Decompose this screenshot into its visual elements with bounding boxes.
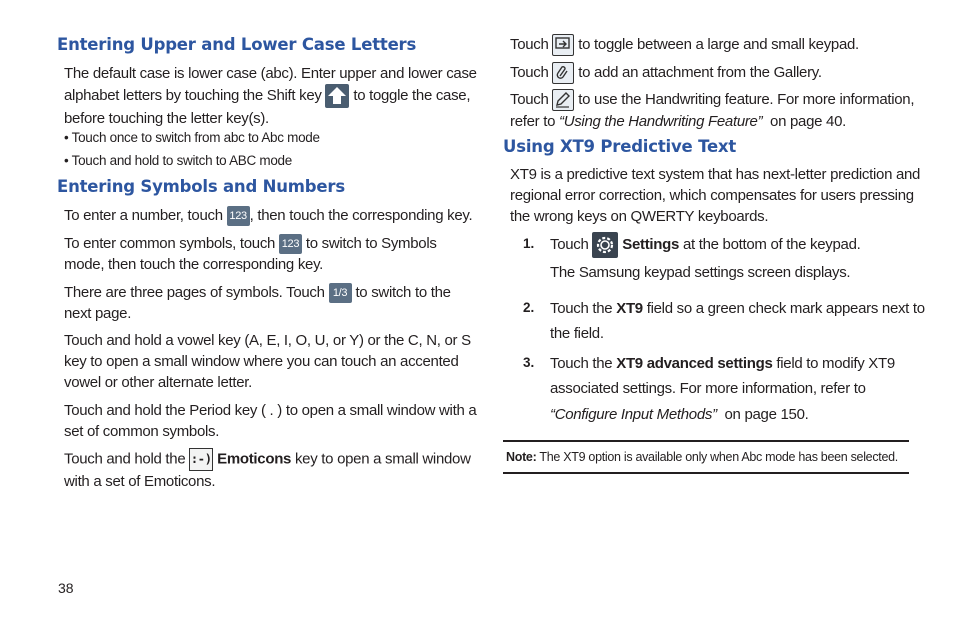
page-number: 38: [58, 580, 74, 596]
text-span: Touch the: [550, 355, 613, 372]
text-line: before touching the letter key(s).: [64, 110, 269, 127]
text-line: Touch and hold the Period key ( . ) to open a small window with a: [64, 402, 477, 419]
text-span: on page 150.: [724, 406, 809, 423]
text-span: To enter common symbols, touch: [64, 235, 276, 252]
text-span: Touch the: [550, 300, 613, 317]
handwriting-reference: “Using the Handwriting Feature”: [559, 113, 763, 131]
text-line: with a set of Emoticons.: [64, 473, 216, 490]
text-span: Touch: [510, 91, 549, 108]
paperclip-icon: [552, 62, 574, 84]
text-line: next page.: [64, 305, 132, 323]
text-span: , then touch the corresponding key.: [249, 207, 473, 224]
text-span: to switch to Symbols: [305, 235, 437, 252]
text-span: to switch to the: [355, 284, 451, 301]
text-line: the field.: [550, 325, 604, 342]
text-span: Touch and hold the: [64, 450, 186, 468]
shift-key-icon: [325, 84, 349, 108]
paragraph-xt9-intro: [510, 164, 920, 227]
text-line: associated settings. For more information, refer to: [550, 380, 866, 397]
note: [506, 450, 898, 464]
step-3-text: [550, 351, 895, 427]
xt9-label: XT9: [616, 300, 643, 317]
paragraph-vowel-key: [64, 330, 471, 393]
settings-label: Settings: [622, 235, 680, 253]
xt9-advanced-label: XT9 advanced settings: [616, 355, 773, 372]
text-line: [550, 351, 895, 376]
text-span: to toggle between a large and small keypad.: [578, 36, 859, 53]
text-line: [510, 111, 914, 132]
note-text: The XT9 option is available only when Abc mode has been selected.: [539, 450, 898, 464]
text-line: mode, then touch the corresponding key.: [64, 256, 324, 274]
text-span: field so a green check mark appears next to: [646, 300, 925, 317]
text-span: field to modify XT9: [776, 355, 895, 372]
heading-upper-lower-case: Entering Upper and Lower Case Letters: [57, 35, 417, 54]
text-line: [64, 233, 437, 254]
paragraph-emoticons: [64, 448, 471, 492]
text-line: the wrong keys on QWERTY keyboards.: [510, 208, 769, 225]
text-span: alphabet letters by touching the Shift key: [64, 86, 322, 104]
paragraph-default-case: [64, 63, 477, 129]
text-line: [64, 448, 471, 471]
paragraph-handwriting: [510, 89, 914, 132]
text-line: The default case is lower case (abc). Enter upper and lower case: [64, 65, 477, 82]
heading-symbols-numbers: Entering Symbols and Numbers: [57, 177, 345, 196]
keypad-toggle-icon: [552, 34, 574, 56]
step-number: 2.: [523, 300, 535, 315]
text-line: [64, 84, 477, 108]
text-line: set of common symbols.: [64, 423, 220, 440]
settings-gear-icon: [592, 232, 618, 258]
text-line: Touch and hold a vowel key (A, E, I, O, U, or Y) or the C, N, or S: [64, 332, 471, 349]
text-line: [64, 282, 451, 303]
emoticons-label: Emoticons: [217, 450, 292, 468]
text-span: at the bottom of the keypad.: [682, 235, 861, 253]
text-line: XT9 is a predictive text system that has next-letter prediction and: [510, 166, 921, 183]
text-span: on page 40.: [770, 113, 846, 131]
123-key-icon: 123: [227, 206, 250, 226]
step-number: 3.: [523, 355, 535, 370]
note-top-rule: [503, 440, 909, 442]
step-1-result: The Samsung keypad settings screen displays.: [550, 264, 851, 281]
text-span: There are three pages of symbols. Touch: [64, 284, 325, 301]
step-1-text: [550, 232, 861, 258]
text-span: key to open a small window: [294, 450, 471, 468]
paragraph-attachment: [510, 62, 822, 84]
emoticon-key-icon: :-): [189, 448, 213, 471]
note-label: Note:: [506, 450, 537, 464]
paragraph-symbol-pages: [64, 282, 451, 324]
step-2-text: [550, 296, 925, 346]
text-line: vowel or other alternate letter.: [64, 374, 253, 391]
configure-reference: “Configure Input Methods”: [550, 406, 717, 423]
heading-xt9: Using XT9 Predictive Text: [503, 137, 737, 156]
text-line: regional error correction, which compensates for users pressing: [510, 187, 914, 204]
text-span: To enter a number, touch: [64, 207, 223, 224]
text-span: refer to: [510, 113, 556, 131]
text-span: to add an attachment from the Gallery.: [578, 64, 822, 81]
text-line: [550, 402, 895, 427]
text-span: Touch: [510, 36, 549, 53]
step-number: 1.: [523, 236, 535, 251]
paragraph-period-key: [64, 400, 476, 442]
bullet-abc-mode: • Touch once to switch from abc to Abc mode: [64, 130, 320, 145]
text-line: [550, 296, 925, 321]
123-key-icon: 123: [279, 234, 302, 254]
note-bottom-rule: [503, 472, 909, 474]
text-span: Touch: [550, 235, 589, 253]
pen-icon: [552, 89, 574, 111]
bullet-ABC-mode: • Touch and hold to switch to ABC mode: [64, 153, 292, 168]
text-span: to use the Handwriting feature. For more information,: [578, 91, 915, 108]
paragraph-common-symbols: [64, 233, 437, 275]
text-span: Touch: [510, 64, 549, 81]
1-3-key-icon: 1/3: [329, 283, 352, 303]
text-span: to toggle the case,: [353, 86, 471, 104]
paragraph-enter-number: [64, 205, 472, 226]
text-line: key to open a small window where you can touch an accented: [64, 353, 459, 370]
paragraph-toggle-keypad: [510, 34, 859, 56]
text-line: [510, 89, 914, 111]
